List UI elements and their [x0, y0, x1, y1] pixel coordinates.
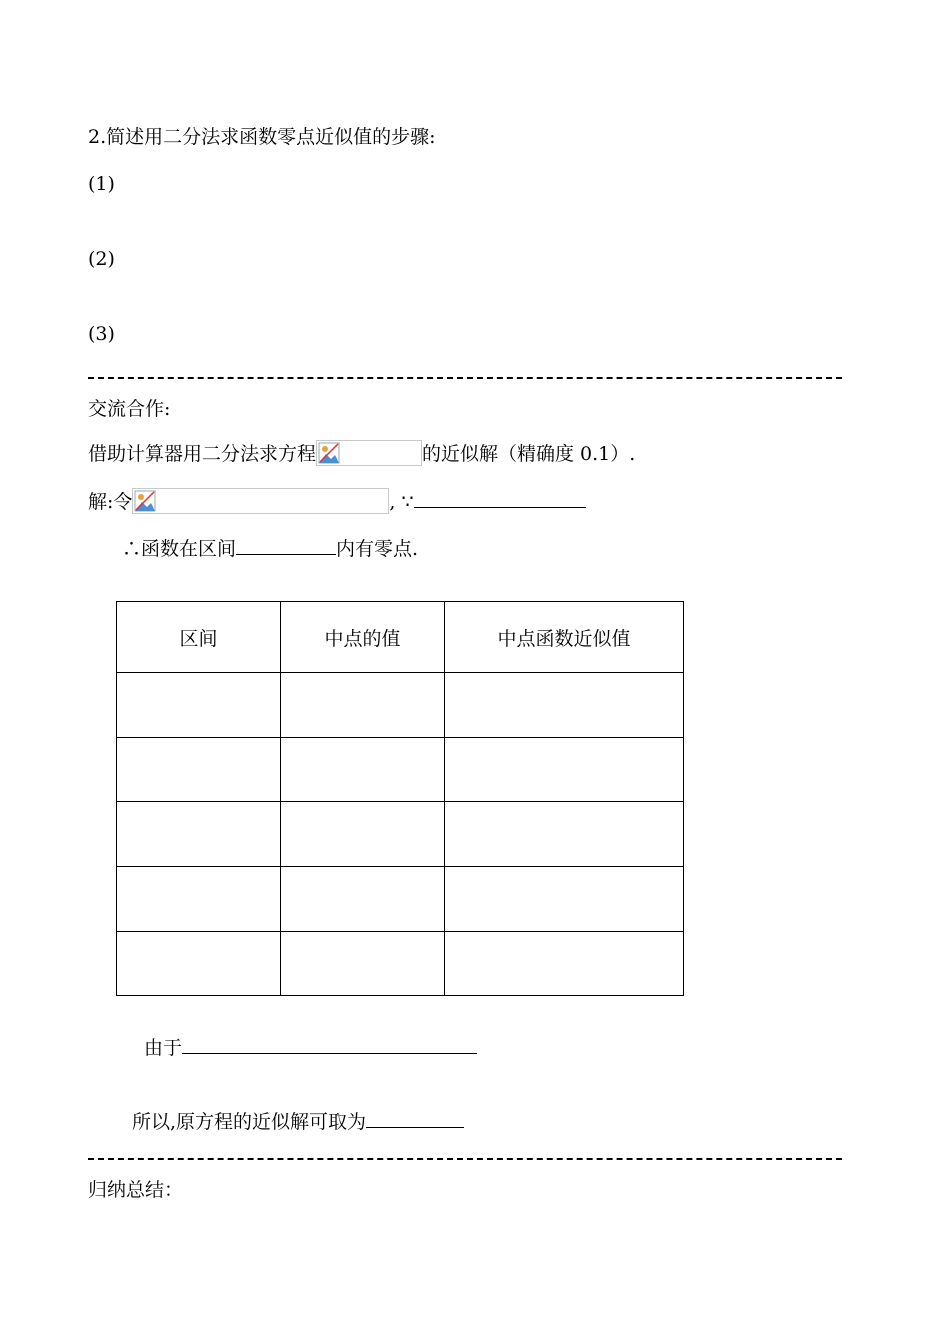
table-cell[interactable]	[445, 867, 684, 932]
therefore-suffix: 内有零点.	[336, 538, 419, 560]
table-cell[interactable]	[117, 738, 281, 802]
table-cell[interactable]	[281, 932, 445, 996]
step-item-1: (1)	[88, 173, 115, 195]
table-cell[interactable]	[117, 673, 281, 738]
header-interval: 区间	[117, 602, 281, 673]
solve-prefix: 解:令	[88, 491, 133, 513]
table-cell[interactable]	[281, 738, 445, 802]
table-row	[117, 932, 684, 996]
steps-heading: 2.简述用二分法求函数零点近似值的步骤:	[88, 126, 436, 148]
table-cell[interactable]	[281, 867, 445, 932]
so-line	[132, 1107, 464, 1132]
therefore-prefix: ∴函数在区间	[122, 538, 237, 560]
table-row	[117, 673, 684, 738]
header-midpoint-function-value: 中点函数近似值	[445, 602, 684, 673]
table-cell[interactable]	[281, 802, 445, 867]
step-item-2: (2)	[88, 248, 115, 270]
table-row	[117, 867, 684, 932]
since-label: 由于	[144, 1037, 183, 1059]
summary-heading: 归纳总结：	[88, 1179, 184, 1201]
table-cell[interactable]	[445, 673, 684, 738]
task-text-after: 的近似解（精确度 0.1）.	[422, 443, 636, 465]
table-cell[interactable]	[281, 673, 445, 738]
table-cell[interactable]	[445, 738, 684, 802]
interval-blank[interactable]	[236, 534, 336, 555]
since-line	[144, 1033, 477, 1058]
solve-line	[88, 487, 586, 514]
broken-image-icon	[318, 442, 340, 464]
so-label: 所以,原方程的近似解可取为	[132, 1111, 367, 1133]
table-row	[117, 738, 684, 802]
because-prefix: , ∵	[389, 491, 414, 513]
table-row	[117, 802, 684, 867]
cooperation-heading: 交流合作:	[88, 398, 171, 420]
table-header-row	[117, 602, 684, 673]
broken-image-icon	[134, 490, 156, 512]
task-line	[88, 444, 635, 466]
function-image-placeholder	[132, 488, 389, 514]
header-midpoint: 中点的值	[281, 602, 445, 673]
step-item-3: (3)	[88, 323, 115, 345]
table-cell[interactable]	[117, 867, 281, 932]
equation-image-placeholder	[316, 440, 422, 466]
section-divider	[88, 1158, 842, 1160]
table-cell[interactable]	[445, 802, 684, 867]
bisection-table	[116, 601, 684, 996]
table-cell[interactable]	[117, 932, 281, 996]
section-divider	[88, 377, 842, 379]
because-blank[interactable]	[414, 487, 586, 508]
table-cell[interactable]	[117, 802, 281, 867]
approx-solution-blank[interactable]	[366, 1107, 464, 1128]
since-blank[interactable]	[182, 1033, 477, 1054]
therefore-line	[122, 534, 418, 559]
task-text-before: 借助计算器用二分法求方程	[88, 443, 317, 465]
table-cell[interactable]	[445, 932, 684, 996]
